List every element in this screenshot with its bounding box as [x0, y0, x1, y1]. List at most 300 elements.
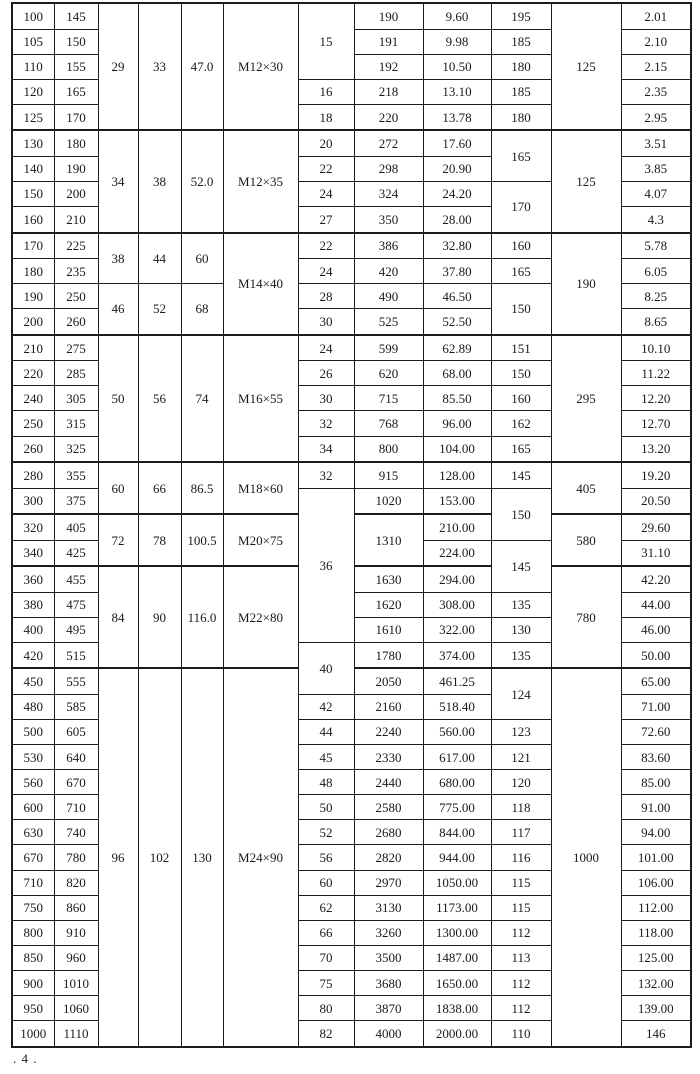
- table-cell: 24.20: [423, 181, 491, 206]
- table-cell: 46: [98, 284, 138, 335]
- table-cell: 500: [12, 719, 54, 744]
- table-cell: 555: [54, 668, 98, 694]
- table-cell: 374.00: [423, 642, 491, 668]
- table-cell: 44: [138, 233, 181, 284]
- table-cell: 19.20: [621, 462, 691, 488]
- table-cell: 33: [138, 3, 181, 130]
- table-cell: 3870: [354, 996, 423, 1021]
- table-row: [12, 462, 691, 488]
- table-cell: M22×80: [223, 566, 298, 668]
- table-cell: 125.00: [621, 945, 691, 970]
- table-cell: 300: [12, 488, 54, 514]
- table-cell: 130: [12, 130, 54, 156]
- table-cell: 146: [621, 1021, 691, 1047]
- table-cell: 68: [181, 284, 223, 335]
- table-cell: 490: [354, 284, 423, 309]
- table-cell: 2580: [354, 795, 423, 820]
- table-cell: 1110: [54, 1021, 98, 1047]
- table-cell: 94.00: [621, 820, 691, 845]
- table-cell: 27: [298, 207, 354, 233]
- table-cell: 518.40: [423, 694, 491, 719]
- table-cell: 670: [12, 845, 54, 870]
- table-cell: 710: [12, 870, 54, 895]
- table-cell: 110: [12, 54, 54, 79]
- table-cell: 60: [181, 233, 223, 284]
- table-cell: 115: [491, 895, 551, 920]
- table-cell: 20.90: [423, 156, 491, 181]
- table-cell: 386: [354, 233, 423, 259]
- table-cell: 66: [298, 920, 354, 945]
- table-cell: 62: [298, 895, 354, 920]
- table-cell: 150: [12, 181, 54, 206]
- table-cell: 104.00: [423, 436, 491, 462]
- table-cell: 13.10: [423, 79, 491, 104]
- table-cell: 2240: [354, 719, 423, 744]
- table-cell: 38: [98, 233, 138, 284]
- table-cell: 240: [12, 386, 54, 411]
- table-cell: 16: [298, 79, 354, 104]
- table-cell: 185: [491, 79, 551, 104]
- table-cell: 260: [54, 309, 98, 335]
- table-cell: 24: [298, 335, 354, 361]
- table-cell: 775.00: [423, 795, 491, 820]
- table-cell: 275: [54, 335, 98, 361]
- table-cell: 12.20: [621, 386, 691, 411]
- table-cell: 165: [491, 259, 551, 284]
- table-cell: 20.50: [621, 488, 691, 514]
- table-cell: 28.00: [423, 207, 491, 233]
- table-cell: 17.60: [423, 130, 491, 156]
- table-cell: 44.00: [621, 592, 691, 617]
- table-cell: 298: [354, 156, 423, 181]
- table-cell: 42: [298, 694, 354, 719]
- table-cell: 120: [491, 770, 551, 795]
- table-cell: 1838.00: [423, 996, 491, 1021]
- table-cell: 120: [12, 79, 54, 104]
- table-cell: 285: [54, 361, 98, 386]
- table-cell: 1000: [12, 1021, 54, 1047]
- table-cell: 1610: [354, 617, 423, 642]
- table-cell: 162: [491, 411, 551, 436]
- table-cell: 20: [298, 130, 354, 156]
- table-cell: 405: [54, 514, 98, 540]
- table-cell: 1650.00: [423, 971, 491, 996]
- table-cell: 38: [138, 130, 181, 232]
- table-cell: 180: [491, 54, 551, 79]
- table-cell: 85.50: [423, 386, 491, 411]
- table-cell: M20×75: [223, 514, 298, 566]
- table-cell: 715: [354, 386, 423, 411]
- table-cell: 84: [98, 566, 138, 668]
- table-cell: 195: [491, 3, 551, 29]
- table-cell: 780: [551, 566, 621, 668]
- table-cell: 50.00: [621, 642, 691, 668]
- table-cell: 480: [12, 694, 54, 719]
- table-cell: 46.50: [423, 284, 491, 309]
- table-cell: 425: [54, 540, 98, 566]
- table-cell: 210: [12, 335, 54, 361]
- table-cell: 800: [354, 436, 423, 462]
- table-cell: 1050.00: [423, 870, 491, 895]
- table-cell: 620: [354, 361, 423, 386]
- table-cell: 630: [12, 820, 54, 845]
- table-cell: 112: [491, 920, 551, 945]
- table-cell: 3130: [354, 895, 423, 920]
- table-cell: 115: [491, 870, 551, 895]
- table-cell: 135: [491, 642, 551, 668]
- table-cell: 450: [12, 668, 54, 694]
- table-cell: 113: [491, 945, 551, 970]
- table-cell: 101.00: [621, 845, 691, 870]
- table-cell: 52.50: [423, 309, 491, 335]
- table-cell: 400: [12, 617, 54, 642]
- table-cell: 160: [491, 386, 551, 411]
- table-cell: 3500: [354, 945, 423, 970]
- table-cell: 560: [12, 770, 54, 795]
- table-cell: 2050: [354, 668, 423, 694]
- table-cell: 260: [12, 436, 54, 462]
- table-cell: 65.00: [621, 668, 691, 694]
- table-cell: 78: [138, 514, 181, 566]
- table-cell: 24: [298, 259, 354, 284]
- table-cell: 1310: [354, 514, 423, 566]
- table-cell: 46.00: [621, 617, 691, 642]
- table-cell: 32: [298, 462, 354, 488]
- table-cell: 91.00: [621, 795, 691, 820]
- table-cell: 165: [491, 436, 551, 462]
- table-cell: 15: [298, 3, 354, 79]
- table-cell: 420: [354, 259, 423, 284]
- table-cell: 320: [12, 514, 54, 540]
- table-cell: 380: [12, 592, 54, 617]
- table-cell: 200: [54, 181, 98, 206]
- table-cell: M12×30: [223, 3, 298, 130]
- table-cell: 355: [54, 462, 98, 488]
- table-cell: 780: [54, 845, 98, 870]
- table-cell: 125: [551, 130, 621, 232]
- table-cell: 844.00: [423, 820, 491, 845]
- table-cell: 145: [54, 3, 98, 29]
- table-cell: 710: [54, 795, 98, 820]
- table-cell: 8.65: [621, 309, 691, 335]
- table-cell: 37.80: [423, 259, 491, 284]
- table-cell: 5.78: [621, 233, 691, 259]
- table-cell: 3680: [354, 971, 423, 996]
- table-cell: 580: [551, 514, 621, 566]
- table-cell: 86.5: [181, 462, 223, 514]
- table-cell: 280: [12, 462, 54, 488]
- table-cell: 599: [354, 335, 423, 361]
- table-cell: M18×60: [223, 462, 298, 514]
- table-cell: 11.22: [621, 361, 691, 386]
- table-cell: 28: [298, 284, 354, 309]
- table-cell: 900: [12, 971, 54, 996]
- table-cell: 10.50: [423, 54, 491, 79]
- table-cell: 322.00: [423, 617, 491, 642]
- table-cell: 475: [54, 592, 98, 617]
- table-cell: 190: [12, 284, 54, 309]
- table-cell: 600: [12, 795, 54, 820]
- table-cell: 47.0: [181, 3, 223, 130]
- table-body: [12, 3, 691, 1047]
- table-cell: 32: [298, 411, 354, 436]
- table-cell: 13.20: [621, 436, 691, 462]
- table-cell: 68.00: [423, 361, 491, 386]
- table-cell: 2.35: [621, 79, 691, 104]
- table-cell: 52.0: [181, 130, 223, 232]
- table-cell: 90: [138, 566, 181, 668]
- table-cell: 2970: [354, 870, 423, 895]
- table-cell: 118: [491, 795, 551, 820]
- table-cell: 132.00: [621, 971, 691, 996]
- table-cell: 190: [54, 156, 98, 181]
- table-cell: 325: [54, 436, 98, 462]
- table-cell: 9.60: [423, 3, 491, 29]
- table-cell: 640: [54, 745, 98, 770]
- table-cell: 210: [54, 207, 98, 233]
- table-cell: 56: [298, 845, 354, 870]
- table-cell: 72.60: [621, 719, 691, 744]
- table-cell: 75: [298, 971, 354, 996]
- table-cell: 105: [12, 29, 54, 54]
- table-cell: 750: [12, 895, 54, 920]
- table-cell: 295: [551, 335, 621, 462]
- table-cell: 420: [12, 642, 54, 668]
- table-cell: 121: [491, 745, 551, 770]
- table-cell: 66: [138, 462, 181, 514]
- table-cell: 4.07: [621, 181, 691, 206]
- table-cell: 495: [54, 617, 98, 642]
- table-cell: 585: [54, 694, 98, 719]
- table-cell: 2.95: [621, 104, 691, 130]
- table-cell: 34: [98, 130, 138, 232]
- table-cell: 32.80: [423, 233, 491, 259]
- table-cell: 48: [298, 770, 354, 795]
- table-cell: 118.00: [621, 920, 691, 945]
- table-cell: 72: [98, 514, 138, 566]
- table-cell: 100.5: [181, 514, 223, 566]
- table-cell: 85.00: [621, 770, 691, 795]
- table-cell: 768: [354, 411, 423, 436]
- table-cell: 112: [491, 996, 551, 1021]
- table-cell: 910: [54, 920, 98, 945]
- table-cell: 4.3: [621, 207, 691, 233]
- table-cell: 2.01: [621, 3, 691, 29]
- table-cell: 26: [298, 361, 354, 386]
- table-cell: 617.00: [423, 745, 491, 770]
- table-cell: 117: [491, 820, 551, 845]
- table-cell: 71.00: [621, 694, 691, 719]
- table-cell: 915: [354, 462, 423, 488]
- table-cell: 340: [12, 540, 54, 566]
- table-cell: 145: [491, 540, 551, 592]
- table-cell: 42.20: [621, 566, 691, 592]
- table-cell: 360: [12, 566, 54, 592]
- table-cell: 52: [298, 820, 354, 845]
- table-cell: 210.00: [423, 514, 491, 540]
- table-cell: 218: [354, 79, 423, 104]
- table-row: [12, 3, 691, 29]
- table-cell: 139.00: [621, 996, 691, 1021]
- table-row: [12, 130, 691, 156]
- table-cell: 10.10: [621, 335, 691, 361]
- table-cell: 1010: [54, 971, 98, 996]
- table-cell: 12.70: [621, 411, 691, 436]
- table-cell: 116.0: [181, 566, 223, 668]
- table-cell: 2820: [354, 845, 423, 870]
- table-cell: 22: [298, 156, 354, 181]
- table-cell: 225: [54, 233, 98, 259]
- table-cell: 165: [491, 130, 551, 181]
- table-cell: 1000: [551, 668, 621, 1047]
- table-cell: 106.00: [621, 870, 691, 895]
- table-cell: 151: [491, 335, 551, 361]
- table-cell: 180: [491, 104, 551, 130]
- table-cell: 190: [354, 3, 423, 29]
- table-cell: 29: [98, 3, 138, 130]
- data-table: [11, 2, 692, 1048]
- table-cell: 180: [12, 259, 54, 284]
- table-cell: 180: [54, 130, 98, 156]
- table-cell: 74: [181, 335, 223, 462]
- table-cell: 60: [298, 870, 354, 895]
- table-cell: 155: [54, 54, 98, 79]
- table-cell: 350: [354, 207, 423, 233]
- table-cell: 192: [354, 54, 423, 79]
- table-cell: 83.60: [621, 745, 691, 770]
- table-cell: 944.00: [423, 845, 491, 870]
- table-cell: 110: [491, 1021, 551, 1047]
- table-cell: 130: [491, 617, 551, 642]
- table-cell: 860: [54, 895, 98, 920]
- table-cell: 680.00: [423, 770, 491, 795]
- table-cell: 62.89: [423, 335, 491, 361]
- table-cell: 800: [12, 920, 54, 945]
- table-cell: 305: [54, 386, 98, 411]
- table-cell: 1020: [354, 488, 423, 514]
- table-cell: 530: [12, 745, 54, 770]
- table-cell: 96: [98, 668, 138, 1047]
- table-cell: 525: [354, 309, 423, 335]
- table-cell: 670: [54, 770, 98, 795]
- table-cell: 125: [12, 104, 54, 130]
- table-cell: 4000: [354, 1021, 423, 1047]
- table-cell: 2.15: [621, 54, 691, 79]
- table-cell: 455: [54, 566, 98, 592]
- table-cell: 185: [491, 29, 551, 54]
- table-cell: 80: [298, 996, 354, 1021]
- table-cell: 150: [54, 29, 98, 54]
- table-cell: 70: [298, 945, 354, 970]
- table-cell: 960: [54, 945, 98, 970]
- table-cell: 96.00: [423, 411, 491, 436]
- table-cell: 44: [298, 719, 354, 744]
- table-cell: 170: [12, 233, 54, 259]
- table-cell: 52: [138, 284, 181, 335]
- table-cell: 170: [54, 104, 98, 130]
- table-cell: 2440: [354, 770, 423, 795]
- table-cell: 1173.00: [423, 895, 491, 920]
- table-cell: 250: [54, 284, 98, 309]
- table-cell: M14×40: [223, 233, 298, 335]
- table-cell: 29.60: [621, 514, 691, 540]
- table-cell: 45: [298, 745, 354, 770]
- table-cell: 740: [54, 820, 98, 845]
- table-cell: 18: [298, 104, 354, 130]
- table-cell: 160: [12, 207, 54, 233]
- table-cell: 375: [54, 488, 98, 514]
- table-cell: 820: [54, 870, 98, 895]
- table-cell: 112: [491, 971, 551, 996]
- table-cell: 1487.00: [423, 945, 491, 970]
- table-cell: 1780: [354, 642, 423, 668]
- table-cell: 40: [298, 642, 354, 694]
- table-cell: 272: [354, 130, 423, 156]
- table-cell: 515: [54, 642, 98, 668]
- table-cell: 30: [298, 386, 354, 411]
- table-cell: 2330: [354, 745, 423, 770]
- table-row: [12, 335, 691, 361]
- table-cell: 191: [354, 29, 423, 54]
- table-cell: 3260: [354, 920, 423, 945]
- table-cell: 170: [491, 181, 551, 232]
- table-cell: 116: [491, 845, 551, 870]
- table-cell: 50: [98, 335, 138, 462]
- table-cell: 100: [12, 3, 54, 29]
- table-cell: 1620: [354, 592, 423, 617]
- table-cell: 2.10: [621, 29, 691, 54]
- table-cell: 22: [298, 233, 354, 259]
- table-cell: 224.00: [423, 540, 491, 566]
- table-cell: 250: [12, 411, 54, 436]
- table-row: [12, 233, 691, 259]
- table-cell: 560.00: [423, 719, 491, 744]
- table-cell: 150: [491, 488, 551, 540]
- table-cell: 461.25: [423, 668, 491, 694]
- table-cell: 135: [491, 592, 551, 617]
- table-cell: 56: [138, 335, 181, 462]
- table-cell: 1060: [54, 996, 98, 1021]
- table-cell: 50: [298, 795, 354, 820]
- table-cell: 1300.00: [423, 920, 491, 945]
- table-cell: 8.25: [621, 284, 691, 309]
- table-cell: 190: [551, 233, 621, 335]
- table-cell: 60: [98, 462, 138, 514]
- table-cell: 102: [138, 668, 181, 1047]
- table-cell: 145: [491, 462, 551, 488]
- table-cell: 6.05: [621, 259, 691, 284]
- table-cell: 324: [354, 181, 423, 206]
- table-cell: 82: [298, 1021, 354, 1047]
- table-cell: 160: [491, 233, 551, 259]
- page-number: . 4 .: [13, 1051, 38, 1066]
- table-cell: 13.78: [423, 104, 491, 130]
- table-cell: M24×90: [223, 668, 298, 1047]
- table-cell: 235: [54, 259, 98, 284]
- table-cell: 1630: [354, 566, 423, 592]
- table-cell: 308.00: [423, 592, 491, 617]
- table-cell: 24: [298, 181, 354, 206]
- table-cell: 165: [54, 79, 98, 104]
- table-cell: 850: [12, 945, 54, 970]
- table-cell: 125: [551, 3, 621, 130]
- table-cell: 130: [181, 668, 223, 1047]
- table-cell: 2160: [354, 694, 423, 719]
- table-cell: 220: [12, 361, 54, 386]
- table-cell: 123: [491, 719, 551, 744]
- table-cell: 9.98: [423, 29, 491, 54]
- table-cell: 294.00: [423, 566, 491, 592]
